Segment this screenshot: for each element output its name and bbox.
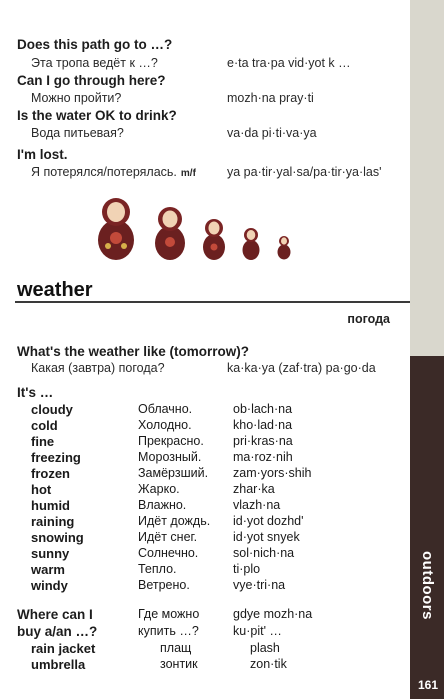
buy-item-en: rain jacket [31,641,96,656]
phrase-en: Does this path go to …? [17,37,173,52]
condition-en: cold [31,418,58,433]
buy-question-tr-line1: gdye mozh·na [233,607,313,621]
buy-question-en-line1: Where can I [17,607,93,622]
gender-note: m/f [180,168,196,179]
buy-question-en-line2: buy a/an …? [17,624,98,639]
condition-tr: id·yot dozhd' [233,514,304,528]
condition-en: windy [31,578,68,593]
section-title: weather [17,279,93,301]
condition-en: snowing [31,530,84,545]
condition-en: warm [31,562,65,577]
condition-ru: Прекрасно. [138,434,204,448]
phrase-ru: Вода питьевая? [31,126,124,140]
condition-tr: vye·tri·na [233,578,286,592]
its-label: It's … [17,385,54,400]
phrase-tr: va·da pi·ti·va·ya [227,126,317,140]
phrase-ru: Можно пройти? [31,91,122,105]
condition-tr: pri·kras·na [233,434,293,448]
condition-en: frozen [31,466,70,481]
condition-en: fine [31,434,55,449]
buy-item-ru: зонтик [160,657,198,671]
phrase-tr: e·ta tra·pa vid·yot k … [227,56,351,70]
buy-question-tr-line2: ku·pit' … [233,624,282,638]
condition-en: cloudy [31,402,73,417]
phrase-en: I'm lost. [17,147,68,162]
doll-smallest-icon [278,236,291,260]
doll-large-icon [98,198,134,260]
condition-ru: Солнечно. [138,546,199,560]
weather-question-ru: Какая (завтра) погода? [31,361,165,375]
sidebar-top-band [410,0,444,356]
condition-ru: Жарко. [138,482,180,496]
condition-tr: id·yot snyek [233,530,300,544]
condition-ru: Морозный. [138,450,202,464]
section-title-ru: погода [347,312,390,326]
condition-tr: ob·lach·na [233,402,293,416]
doll-small-icon [203,219,225,260]
phrase-tr: mozh·na pray·ti [227,91,314,105]
condition-ru: Идёт снег. [138,530,198,544]
buy-item-tr: zon·tik [250,657,287,671]
weather-question-en: What's the weather like (tomorrow)? [17,344,249,359]
buy-item-en: umbrella [31,657,86,672]
condition-tr: zam·yors·shih [233,466,312,480]
matryoshka-dolls-illustration [88,190,308,260]
condition-ru: Облачно. [138,402,193,416]
doll-medium-icon [155,207,185,260]
sidebar-label [410,520,444,650]
condition-ru: Ветрено. [138,578,190,592]
phrase-tr: ya pa·tir·yal·sa/pa·tir·ya·las' [227,165,382,179]
condition-ru: Идёт дождь. [138,514,211,528]
condition-tr: kho·lad·na [233,418,293,432]
condition-ru: Замёрзший. [138,466,209,480]
phrase-ru-text: Я потерялся/потерялась. [31,165,177,179]
condition-ru: Холодно. [138,418,192,432]
phrase-ru [31,165,196,179]
buy-question-ru-line1: Где можно [138,607,200,621]
condition-tr: vlazh·na [233,498,281,512]
doll-smaller-icon [243,228,260,260]
phrase-en: Can I go through here? [17,73,166,88]
condition-ru: Тепло. [138,562,177,576]
condition-tr: ma·roz·nih [233,450,293,464]
phrase-ru: Эта тропа ведёт к …? [31,56,158,70]
condition-en: humid [31,498,70,513]
condition-ru: Влажно. [138,498,187,512]
sidebar-label-text: outdoors [418,550,436,620]
condition-en: hot [31,482,52,497]
condition-tr: sol·nich·na [233,546,295,560]
condition-en: freezing [31,450,81,465]
condition-tr: ti·plo [233,562,261,576]
condition-tr: zhar·ka [233,482,275,496]
section-divider [15,301,410,303]
phrase-en: Is the water OK to drink? [17,108,177,123]
condition-en: raining [31,514,75,529]
buy-item-tr: plash [250,641,280,655]
weather-question-tr: ka·ka·ya (zaf·tra) pa·go·da [227,361,376,375]
page-number: 161 [417,678,438,692]
condition-en: sunny [31,546,70,561]
buy-item-ru: плащ [160,641,192,655]
buy-question-ru-line2: купить …? [138,624,199,638]
